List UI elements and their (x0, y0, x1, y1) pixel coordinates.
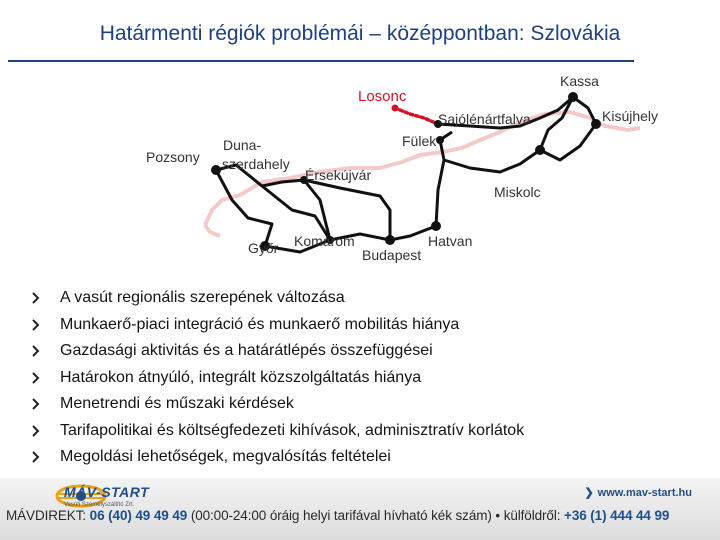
label-gyor: Győr (248, 240, 279, 256)
chevron-right-icon (30, 285, 42, 311)
bullet-item (30, 365, 524, 392)
bullet-item (30, 312, 524, 339)
line-fulek-miskolc (444, 150, 540, 172)
line-kassa-kisujhely (573, 97, 596, 124)
label-dunaszerdahely-1: Duna- (223, 137, 262, 153)
line-dunaszerdahely-komarom (262, 186, 330, 240)
contact-phone: 06 (40) 49 49 49 (89, 508, 188, 523)
bullet-item (30, 338, 524, 365)
slide-title: Határmenti régiók problémái – középpontban: Szlovákia (99, 22, 621, 45)
bullet-text: Megoldási lehetőségek, megvalósítás feltételei (60, 448, 391, 465)
chevron-right-icon (30, 338, 42, 364)
miskolc-station (535, 145, 545, 155)
contact-prefix: MÁVDIREKT: (6, 508, 87, 523)
contact-middle: (00:00-24:00 óráig helyi tarifával hívható kék szám) • külföldről: (190, 508, 561, 523)
chevron-right-icon (30, 444, 42, 470)
losonc-dotted-line (395, 108, 438, 124)
label-sajolenartfalva: Sajólénártfalva (438, 111, 531, 127)
budapest-station (385, 235, 395, 245)
logo-wordmark: MÁV-START (64, 484, 150, 500)
contact-intl-phone: +36 (1) 444 44 99 (564, 508, 670, 523)
bullet-item (30, 444, 524, 471)
line-miskolc-kassa (540, 97, 573, 150)
label-dunaszerdahely-2: szerdahely (222, 156, 290, 172)
label-hatvan: Hatvan (428, 233, 473, 249)
website-link[interactable] (584, 486, 692, 499)
losonc-station (392, 105, 399, 112)
topic-list (30, 285, 524, 471)
bullet-text: Gazdasági aktivitás és a határátlépés összefüggései (60, 342, 433, 359)
logo-subtitle: Vasúti Személyszállító Zrt. (64, 502, 135, 508)
bullet-text: A vasút regionális szerepének változása (60, 289, 345, 306)
label-kassa: Kassa (560, 73, 599, 89)
label-losonc: Losonc (358, 88, 407, 105)
contact-line (6, 508, 714, 523)
kisujhely-station (591, 119, 601, 129)
label-kisujhely: Kisújhely (602, 108, 659, 124)
fulek-station (436, 136, 444, 144)
chevron-right-icon: ❯ (584, 487, 594, 499)
border-detail (205, 225, 220, 236)
label-fulek: Fülek (402, 133, 437, 149)
bullet-item (30, 285, 524, 312)
kassa-station (568, 92, 578, 102)
bullet-text: Tarifapolitikai és költségfedezeti kihívások, adminisztratív korlátok (60, 421, 525, 439)
bullet-text: Menetrendi és műszaki kérdések (60, 395, 294, 412)
label-ersekujvar: Érsekújvár (305, 167, 372, 183)
label-pozsony: Pozsony (146, 149, 200, 165)
bullet-text: Határokon átnyúló, integrált közszolgáltatás hiánya (60, 368, 422, 386)
bullet-text: Munkaerő-piaci integráció és munkaerő mobilitás hiánya (60, 315, 460, 333)
website-url: www.mav-start.hu (597, 487, 692, 499)
line-ersekujvar-budapest (304, 180, 390, 240)
label-komarom: Komárom (294, 233, 355, 249)
chevron-right-icon (30, 418, 42, 444)
bullet-item (30, 391, 524, 418)
label-budapest: Budapest (362, 247, 422, 263)
label-miskolc: Miskolc (494, 184, 541, 200)
chevron-right-icon (30, 312, 42, 338)
chevron-right-icon (30, 365, 42, 391)
hatvan-station (431, 221, 441, 231)
bullet-item (30, 418, 524, 445)
pozsony-station (211, 165, 221, 175)
chevron-right-icon (30, 391, 42, 417)
